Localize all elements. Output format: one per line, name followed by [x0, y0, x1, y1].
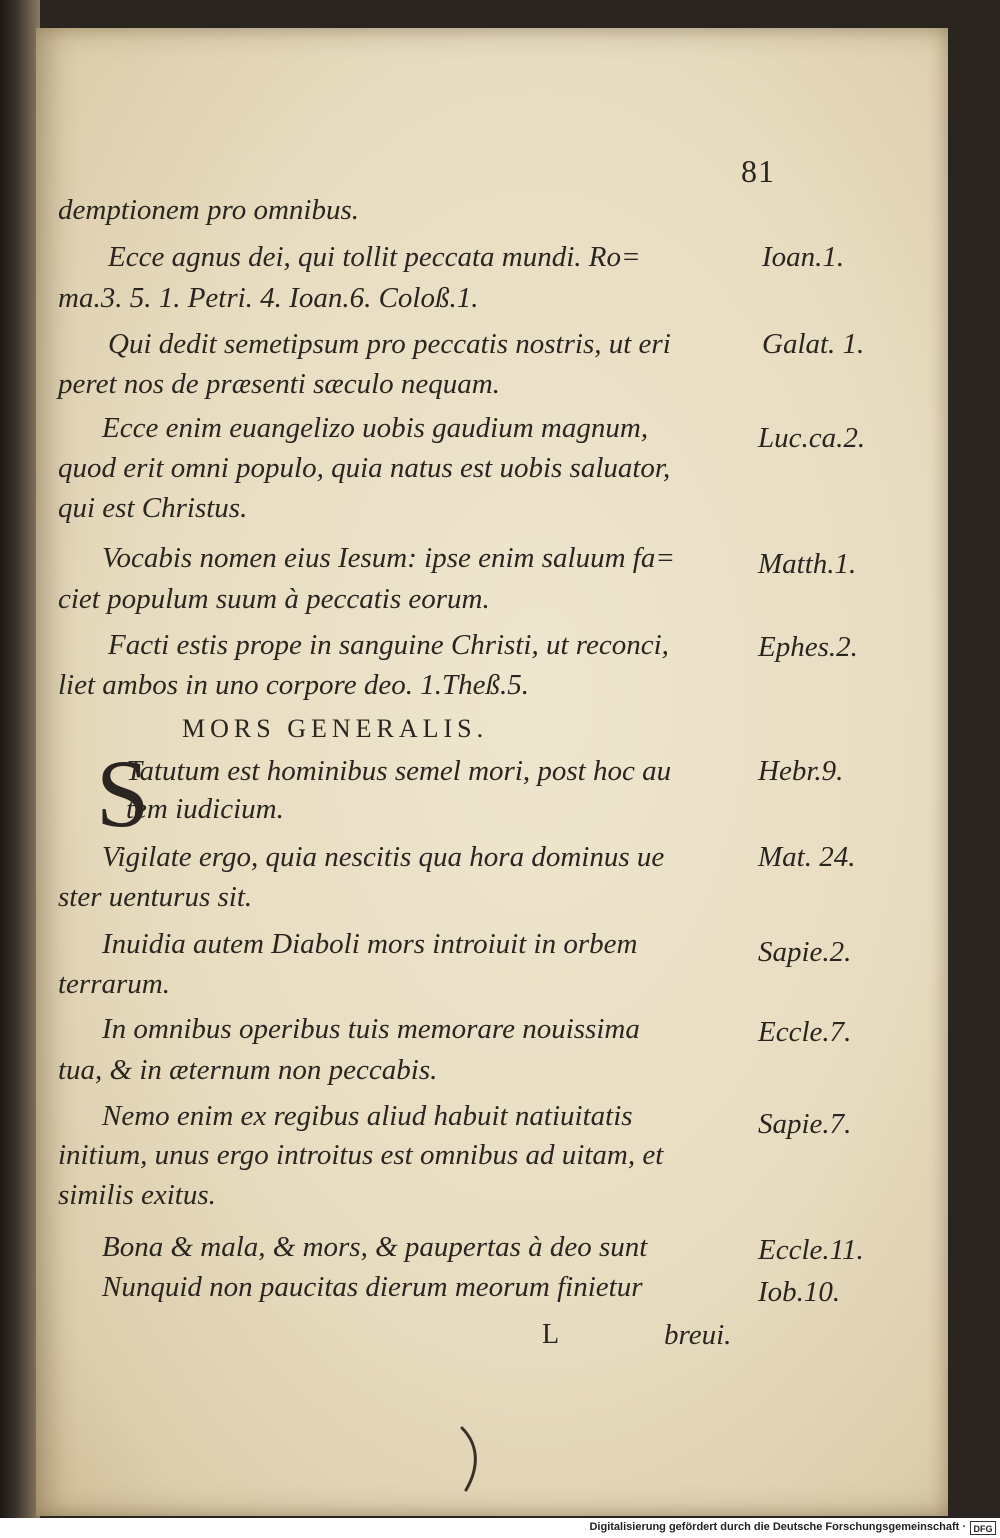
- text-line: tem iudicium.: [126, 793, 284, 825]
- text-line: Facti estis prope in sanguine Christi, ut reconci,: [108, 629, 669, 661]
- text-line: Ecce enim euangelizo uobis gaudium magnum,: [102, 412, 649, 444]
- text-line: Vigilate ergo, quia nescitis qua hora dominus ue: [102, 841, 665, 873]
- book-page: [36, 28, 948, 1516]
- text-line: tua, & in æternum non peccabis.: [58, 1054, 438, 1086]
- text-line: qui est Christus.: [58, 492, 248, 524]
- text-line: In omnibus operibus tuis memorare nouissima: [102, 1013, 640, 1045]
- signature-mark: L: [542, 1319, 560, 1350]
- page-number: 81: [741, 153, 775, 189]
- margin-note: Ioan.1.: [762, 241, 845, 273]
- text-line: initium, unus ergo introitus est omnibus ad uitam, et: [58, 1139, 664, 1171]
- margin-note: Ephes.2.: [758, 631, 858, 663]
- margin-note: Luc.ca.2.: [758, 422, 866, 454]
- text-line: terrarum.: [58, 968, 170, 1000]
- text-line: liet ambos in uno corpore deo. 1.Theß.5.: [58, 669, 529, 701]
- margin-note: Sapie.7.: [758, 1108, 852, 1140]
- margin-note: Sapie.2.: [758, 936, 852, 968]
- text-line: quod erit omni populo, quia natus est uobis saluator,: [58, 452, 671, 484]
- text-line: ster uenturus sit.: [58, 881, 253, 913]
- text-line: Vocabis nomen eius Iesum: ipse enim saluum fa=: [102, 542, 675, 574]
- section-heading: MORS GENERALIS.: [182, 714, 489, 743]
- text-line: Bona & mala, & mors, & paupertas à deo sunt: [102, 1231, 648, 1263]
- margin-note: Matth.1.: [758, 548, 857, 580]
- text-line: ciet populum suum à peccatis eorum.: [58, 583, 490, 615]
- catchword: breui.: [664, 1319, 732, 1351]
- text-line: Nemo enim ex regibus aliud habuit natiuitatis: [102, 1100, 633, 1132]
- text-line: Ecce agnus dei, qui tollit peccata mundi. Ro=: [108, 241, 641, 273]
- text-line: peret nos de præsenti sæculo nequam.: [58, 368, 500, 400]
- text-line: Qui dedit semetipsum pro peccatis nostris, ut eri: [108, 328, 671, 360]
- text-line: Inuidia autem Diaboli mors introiuit in orbem: [102, 928, 638, 960]
- ink-stroke-mark: [456, 1424, 486, 1494]
- margin-note: Eccle.7.: [758, 1016, 852, 1048]
- drop-cap: S: [96, 740, 150, 847]
- margin-note: Mat. 24.: [758, 841, 856, 873]
- text-line: Nunquid non paucitas dierum meorum finietur: [102, 1271, 643, 1303]
- footer-credit: Digitalisierung gefördert durch die Deutsche Forschungsgemeinschaft ·: [589, 1521, 966, 1533]
- text-line: Tatutum est hominibus semel mori, post hoc au: [126, 755, 672, 787]
- margin-note: Hebr.9.: [758, 755, 844, 787]
- margin-note: Galat. 1.: [762, 328, 865, 360]
- margin-note: Eccle.11.: [758, 1234, 864, 1266]
- text-line: similis exitus.: [58, 1179, 216, 1211]
- margin-note: Iob.10.: [758, 1276, 841, 1308]
- dfg-logo-icon: DFG: [970, 1521, 996, 1535]
- text-line: ma.3. 5. 1. Petri. 4. Ioan.6. Coloß.1.: [58, 282, 479, 314]
- book-binding-edge: [0, 0, 40, 1538]
- text-line: demptionem pro omnibus.: [58, 194, 359, 226]
